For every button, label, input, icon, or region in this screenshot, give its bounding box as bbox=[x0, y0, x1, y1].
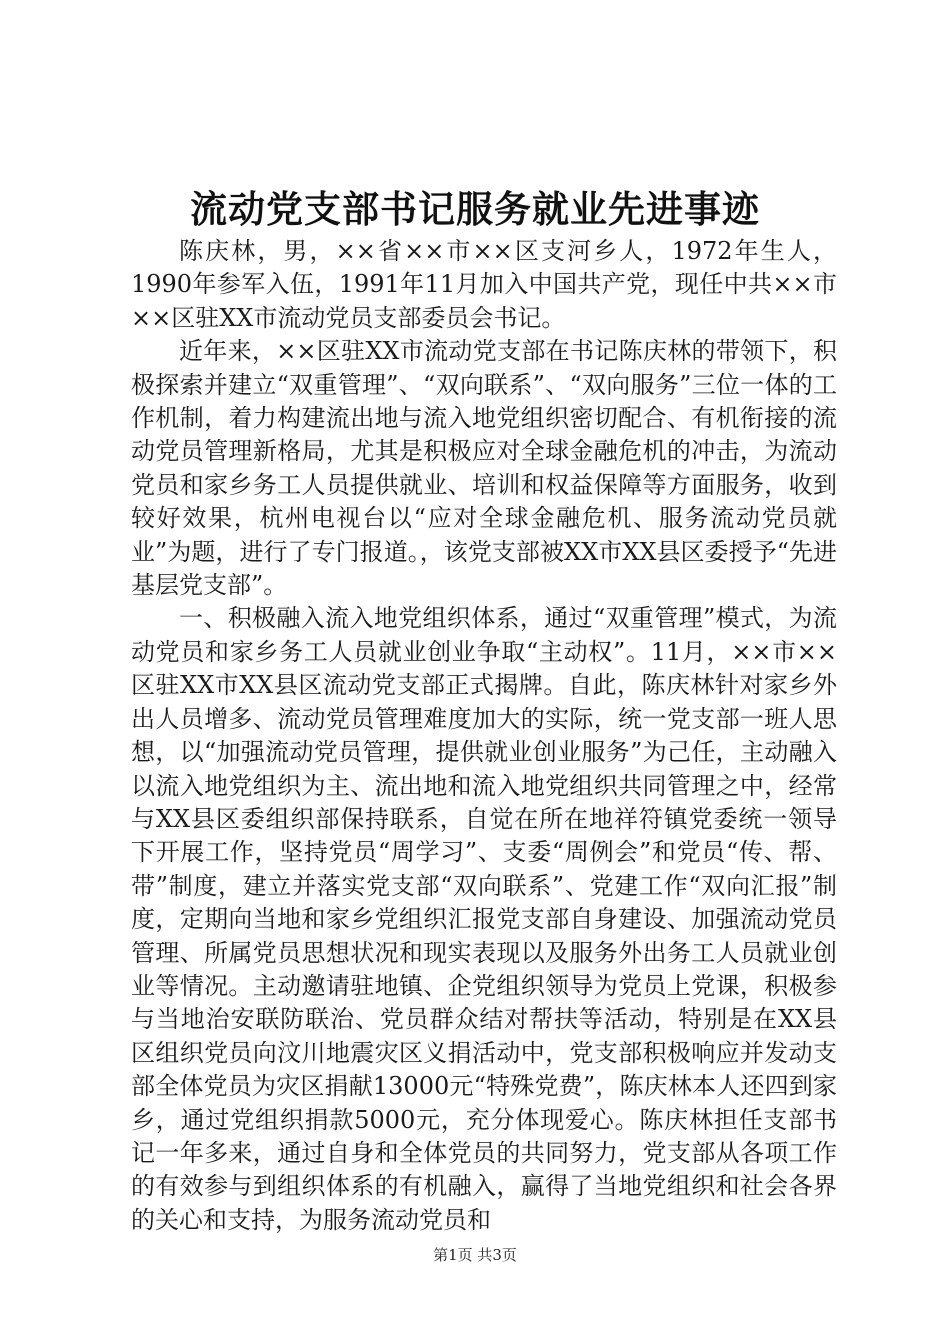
paragraph-overview: 近年来，××区驻XX市流动党支部在书记陈庆林的带领下，积极探索并建立“双重管理”、“双向联系”、“双向服务”三位一体的工作机制，着力构建流出地与流入地党组织密切配合、有机衔接的流动党员管理新格局，尤其是积极应对全球金融危机的冲击，为流动党员和家乡务工人员提供就业、培训和权益保障等方面服务，收到较好效果，杭州电视台以“应对全球金融危机、服务流动党员就业”为题，进行了专门报道。，该党支部被XX市XX县区委授予“先进基层党支部”。 bbox=[131, 337, 837, 600]
document-title: 流动党支部书记服务就业先进事迹 bbox=[190, 187, 760, 231]
paragraph-intro: 陈庆林，男，××省××市××区支河乡人，1972年生人，1990年参军入伍，1991年11月加入中国共产党，现任中共××市××区驻XX市流动党员支部委员会书记。 bbox=[131, 237, 837, 332]
paragraph-section-one: 一、积极融入流入地党组织体系，通过“双重管理”模式，为流动党员和家乡务工人员就业创业争取“主动权”。11月，××市××区驻XX市XX县区流动党支部正式揭牌。自此，陈庆林针对家乡外出人员增多、流动党员管理难度加大的实际，统一党支部一班人思想，以“加强流动党员管理，提供就业创业服务”为己任，主动融入以流入地党组织为主、流出地和流入地党组织共同管理之中，经常与XX县区委组织部保持联系，自觉在所在地祥符镇党委统一领导下开展工作，坚持党员“周学习”、支委“周例会”和党员“传、帮、带”制度，建立并落实党支部“双向联系”、党建工作“双向汇报”制度，定期向当地和家乡党组织汇报党支部自身建设、加强流动党员管理、所属党员思想状况和现实表现以及服务外出务工人员就业创业等情况。主动邀请驻地镇、企党组织领导为党员上党课，积极参与当地治安联防联治、党员群众结对帮扶等活动，特别是在XX县区组织党员向汶川地震灾区义捐活动中，党支部积极响应并发动支部全体党员为灾区捐献13000元“特殊党费”，陈庆林本人还四到家乡，通过党组织捐款5000元，充分体现爱心。陈庆林担任支部书记一年多来，通过自身和全体党员的共同努力，党支部从各项工作的有效参与到组织体系的有机融入，赢得了当地党组织和社会各界的关心和支持，为服务流动党员和 bbox=[131, 604, 837, 1234]
page-number-footer: 第1页 共3页 bbox=[433, 1246, 517, 1264]
document-body bbox=[131, 235, 837, 1237]
